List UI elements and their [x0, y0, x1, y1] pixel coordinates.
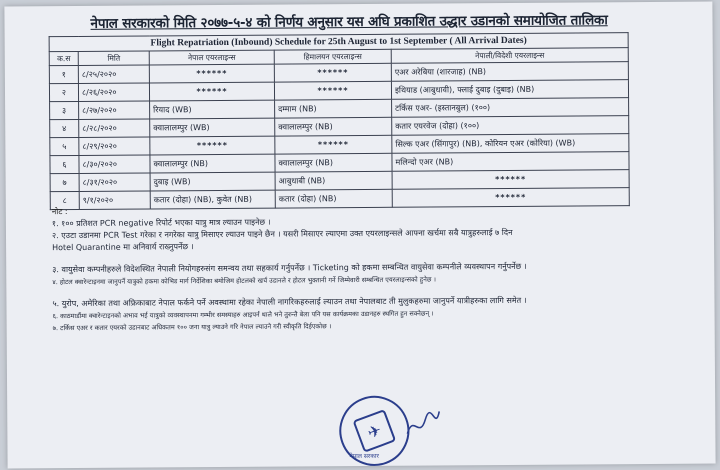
table-cell-other: मलिन्दो एअर (NB)	[392, 152, 629, 172]
table-cell-nac: कतार (दोहा) (NB), कुवेत (NB)	[150, 190, 275, 209]
schedule-table	[49, 32, 630, 210]
note-item: ६. काठमाडौंमा क्वारेन्टाइनको अभाव भई यात्रुको व्यवस्थापनमा गम्भीर समस्याहरु आइपर्न थाले भने तुरुन्तै बेला पनि यस कार्यक्रमका उडानहरु स्थगित हुन सक्नेछन् ।	[52, 309, 434, 321]
note-item: Hotel Quarantine मा अनिवार्य राख्नुपर्नेछ ।	[52, 242, 194, 253]
table-cell-himalayan: ******	[274, 81, 391, 100]
table-cell-sn: २	[49, 83, 78, 101]
notes-section	[52, 214, 693, 334]
table-cell-himalayan: आबुधाबी (NB)	[275, 171, 392, 190]
table-cell-nac: रियाद (WB)	[150, 100, 275, 119]
table-cell-nac: क्वालालम्पुर (NB)	[150, 154, 275, 173]
table-cell-other: सिल्क एअर (सिंगापुर) (NB), कोरियन एअर (कोरिया) (WB)	[392, 134, 629, 154]
table-cell-date: ९/१/२०२०	[79, 191, 150, 209]
table-cell-sn: ६	[50, 155, 79, 173]
column-header: क.स	[49, 51, 78, 65]
table-cell-himalayan: कतार (दोहा) (NB)	[275, 189, 392, 208]
table-cell-date: ८/२६/२०२०	[78, 83, 149, 101]
table-cell-nac: दुबाइ (WB)	[150, 172, 275, 191]
note-label: नोट :	[51, 207, 68, 217]
table-cell-date: ८/२८/२०२०	[79, 119, 150, 137]
table-cell-other: टर्किस एअर- (इस्तानबुल) (१००)	[392, 98, 629, 118]
table-cell-other: कतार एयरवेज (दोहा) (१००)	[392, 116, 629, 136]
table-cell-himalayan: क्वालालम्पुर (NB)	[275, 117, 392, 136]
table-cell-sn: ४	[50, 119, 79, 137]
table-cell-himalayan: दम्माम (NB)	[275, 99, 392, 118]
note-item: ५. युरोप, अमेरिका तथा अफ्रिकाबाट नेपाल फर्कने पर्ने अवस्थामा रहेका नेपाली नागरिकहरुलाई ल्याउन तथा नेपालबाट ती मुलुकहरुमा जानुपर्ने यात्रीहरुका लागि समेत ।	[52, 295, 527, 309]
column-header: नेपाली/विदेशी एयरलाइन्स	[391, 48, 628, 64]
table-cell-other: ******	[392, 170, 629, 190]
table-cell-himalayan: ******	[274, 63, 391, 82]
document-title: नेपाल सरकारको मिति २०७७-५-४ को निर्णय अनुसार यस अघि प्रकाशित उद्धार उडानको समायोजित तालिका	[90, 12, 608, 32]
table-cell-nac: ******	[149, 64, 274, 83]
note-item: १. १०० प्रतिशत PCR negative रिपोर्ट भएका यात्रु मात्र ल्याउन पाइनेछ ।	[51, 217, 271, 229]
table-cell-other: इथियाड (आबुधावी), फ्लाई दुबाइ (दुबाइ) (NB)	[391, 80, 628, 100]
document-page	[4, 2, 715, 469]
table-cell-date: ८/३१/२०२०	[79, 173, 150, 191]
table-cell-other: एअर अरेबिया (शारजाह) (NB)	[391, 62, 628, 82]
table-cell-other: ******	[392, 188, 629, 208]
table-cell-himalayan: क्वालालम्पुर (NB)	[275, 153, 392, 172]
table-cell-sn: ८	[50, 191, 79, 209]
signature-icon	[403, 403, 443, 443]
note-item: २. एउटा उडानमा PCR Test गरेका र नगरेका यात्रु मिसाएर ल्याउन पाइने छैन । यसरी मिसाएर ल्याएमा उक्त एयरलाइन्सले आफ्ना खर्चमा सबै यात्रुहरुलाई ७ दिन	[51, 227, 513, 241]
table-body	[49, 62, 629, 210]
table-cell-himalayan: ******	[275, 135, 392, 154]
column-header: मिति	[78, 51, 149, 65]
table-cell-date: ८/२७/२०२०	[79, 101, 150, 119]
stamp-label: नेपाल सरकार	[349, 452, 379, 461]
table-cell-sn: ७	[50, 173, 79, 191]
table-cell-sn: ३	[50, 101, 79, 119]
emblem-icon: ✈	[353, 409, 397, 453]
table-cell-date: ८/२५/२०२०	[78, 65, 149, 83]
table-cell-sn: ५	[50, 137, 79, 155]
table-cell-date: ८/२९/२०२०	[79, 137, 150, 155]
table-cell-nac: ******	[150, 136, 275, 155]
table-cell-sn: १	[49, 65, 78, 83]
table-cell-nac: ******	[149, 82, 274, 101]
table-title: Flight Repatriation (Inbound) Schedule for 25th August to 1st September ( All Arrival Dates)	[49, 33, 628, 52]
note-item: ७. टर्किस एअर र कतार एयरको उडानबाट अधिकतम १०० जना यात्रु ल्याउने गरि नेपाल ल्याउने गरी स्वीकृति दिईएकोछ ।	[52, 322, 332, 333]
table-row	[50, 188, 629, 210]
table-cell-nac: क्वालालम्पुर (WB)	[150, 118, 275, 137]
note-item: ४. होटल क्वारेन्टाइनमा जानुपर्ने यात्रुको हकमा कोभिड मार्ग निर्देशिका बमोजिम होटलको खर्च उडानले र होटल भुक्तानी गर्ने जिम्मेवारी सम्बन्धित एयरलाइन्सको हुनेछ ।	[52, 275, 436, 287]
column-header: हिमालयन एयरलाइन्स	[274, 49, 391, 64]
note-item: ३. वायुसेवा कम्पनीहरुले विदेशस्थित नेपाली नियोगहरुसंग समन्वय तथा सहकार्य गर्नुपर्नेछ । Ticketing को हकमा सम्बन्धित वायुसेवा कम्पनीले व्यवस्थापन गर्नुपर्नेछ ।	[52, 261, 527, 275]
table-cell-date: ८/३०/२०२०	[79, 155, 150, 173]
column-header: नेपाल एयरलाइन्स	[149, 50, 274, 65]
